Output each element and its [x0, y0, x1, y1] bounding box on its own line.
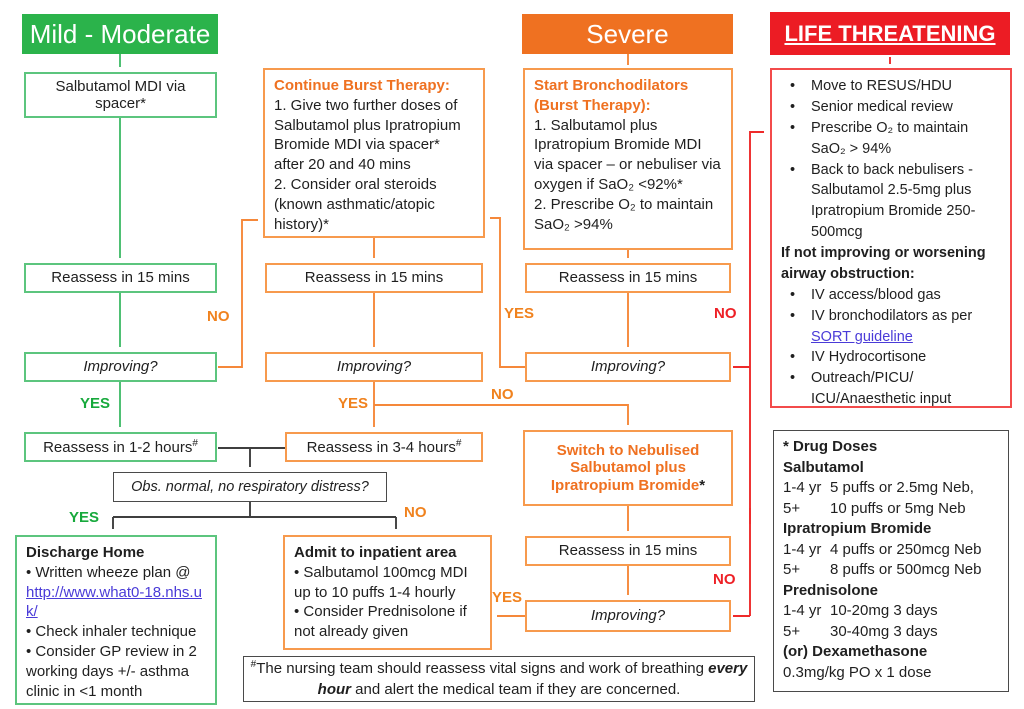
discharge-title: Discharge Home: [26, 544, 145, 561]
burst-item-2: 2. Consider oral steroids (known asthmatic/atopic history)*: [274, 175, 437, 233]
admit-bullet-salbutamol: • Salbutamol 100mcg MDI up to 10 puffs 1-4 hourly: [294, 563, 468, 601]
mild-improving-question: Improving?: [24, 352, 217, 382]
life-bullet-iv-access: • IV access/blood gas: [781, 285, 1001, 306]
branch-label-severe-no: NO: [714, 305, 737, 322]
continue-burst-therapy-box: [263, 68, 485, 238]
life-bullet-resus: • Move to RESUS/HDU: [781, 76, 1001, 97]
drug-doses-title: * Drug Doses: [783, 438, 878, 455]
drug-ipratropium-heading: Ipratropium Bromide: [783, 520, 932, 538]
discharge-bullet-wheeze-plan: • Written wheeze plan @: [26, 563, 191, 581]
discharge-home-box: [15, 535, 217, 705]
life-bullet-senior-review: • Senior medical review: [781, 97, 1001, 118]
mid-improving-question: Improving?: [265, 352, 483, 382]
drug-dexamethasone-line: 0.3mg/kg PO x 1 dose: [783, 664, 932, 682]
branch-label-mild-yes: YES: [80, 395, 111, 412]
start-broncho-item-1: 1. Salbutamol plus Ipratropium Bromide MDI via spacer – or nebuliser via oxygen if SaO₂ <92%*: [534, 116, 721, 193]
life-bullet-oxygen: • Prescribe O₂ to maintain SaO₂ > 94%: [781, 118, 1001, 160]
admit-bullet-prednisolone: • Consider Prednisolone if not already given: [294, 603, 467, 641]
drug-salbutamol-row2: 5+ 10 puffs or 5mg Neb: [783, 499, 966, 517]
life-subheading: If not improving or worsening airway obstruction:: [781, 245, 986, 282]
start-broncho-item-2: 2. Prescribe O₂ to maintain SaO₂ >94%: [534, 195, 714, 233]
nursing-footnote-box: [243, 656, 755, 702]
mild-reassess-1-2h: [24, 432, 217, 462]
drug-salbutamol-row1: 1-4 yr 5 puffs or 2.5mg Neb,: [783, 479, 974, 497]
arrow-severe-yes-to-burst: [490, 218, 525, 367]
branch-label-obs-no: NO: [404, 504, 427, 521]
switch-to-nebulised-box: [523, 430, 733, 506]
mild-step-salbutamol: Salbutamol MDI via spacer*: [24, 72, 217, 118]
start-bronchodilators-box: [523, 68, 733, 250]
admit-inpatient-box: [283, 535, 492, 650]
arrow-mid-no-to-switch: [374, 405, 628, 425]
drug-doses-box: [773, 430, 1009, 692]
life-bullet-iv-broncho: • IV bronchodilators as per SORT guideline: [781, 306, 1001, 348]
life-threatening-header-label: LIFE THREATENING: [784, 20, 996, 46]
mid-reassess-3-4h: [285, 432, 483, 462]
sort-guideline-link[interactable]: SORT guideline: [811, 328, 913, 345]
severe-improving-question: Improving?: [525, 352, 731, 382]
mild-moderate-header: Mild - Moderate: [22, 14, 218, 54]
drug-ipratropium-row1: 1-4 yr 4 puffs or 250mcg Neb: [783, 540, 982, 558]
drug-salbutamol-heading: Salbutamol: [783, 458, 864, 476]
severe-improving-question-second: Improving?: [525, 600, 731, 632]
severe-header: Severe: [522, 14, 733, 54]
burst-title: Continue Burst Therapy:: [274, 77, 450, 94]
severe-reassess-15: Reassess in 15 mins: [525, 263, 731, 293]
branch-label-mid-no: NO: [491, 386, 514, 403]
arrow-mild-no-to-burst: [218, 220, 258, 367]
mild-reassess-1-2h-label: Reassess in 1-2 hours#: [43, 437, 198, 456]
wheeze-plan-link[interactable]: http://www.what0-18.nhs.uk/: [26, 583, 202, 621]
obs-normal-question: Obs. normal, no respiratory distress?: [113, 472, 387, 502]
drug-dexamethasone-heading: (or) Dexamethasone: [783, 643, 928, 661]
branch-label-severe2-yes: YES: [492, 589, 523, 606]
discharge-bullet-gp-review: • Consider GP review in 2 working days +/- asthma clinic in <1 month: [26, 642, 197, 700]
branch-label-mid-yes: YES: [338, 395, 369, 412]
life-bullet-hydrocortisone: • IV Hydrocortisone: [781, 347, 1001, 368]
drug-ipratropium-row2: 5+ 8 puffs or 500mcg Neb: [783, 561, 982, 579]
life-threatening-actions-box: [770, 68, 1012, 408]
drug-prednisolone-row2: 5+ 30-40mg 3 days: [783, 622, 938, 640]
arrow-no-to-life-threatening: [750, 132, 764, 616]
branch-label-obs-yes: YES: [69, 509, 100, 526]
drug-prednisolone-row1: 1-4 yr 10-20mg 3 days: [783, 602, 938, 620]
mild-reassess-15: Reassess in 15 mins: [24, 263, 217, 293]
nursing-footnote-text: #The nursing team should reassess vital signs and work of breathing every hour and alert the medical team if they are concerned.: [250, 659, 748, 698]
life-threatening-header: [770, 12, 1010, 55]
severe-reassess-15-second: Reassess in 15 mins: [525, 536, 731, 566]
branch-label-severe-yes: YES: [504, 305, 535, 322]
branch-label-mild-no: NO: [207, 308, 230, 325]
life-bullet-nebulisers: • Back to back nebulisers - Salbutamol 2.5-5mg plus Ipratropium Bromide 250-500mcg: [781, 160, 1001, 244]
discharge-bullet-inhaler: • Check inhaler technique: [26, 623, 197, 641]
switch-to-nebulised-label: Switch to Nebulised Salbutamol plus Ipratropium Bromide*: [550, 442, 706, 494]
mid-reassess-15: Reassess in 15 mins: [265, 263, 483, 293]
drug-prednisolone-heading: Prednisolone: [783, 581, 879, 599]
admit-title: Admit to inpatient area: [294, 544, 457, 561]
life-bullet-outreach: • Outreach/PICU/ ICU/Anaesthetic input: [781, 368, 1001, 410]
burst-item-1: 1. Give two further doses of Salbutamol plus Ipratropium Bromide MDI via spacer* after 20 and 40 mins: [274, 96, 461, 174]
mid-reassess-3-4h-label: Reassess in 3-4 hours#: [306, 437, 462, 456]
branch-label-severe2-no: NO: [713, 571, 736, 588]
start-broncho-title: Start Bronchodilators (Burst Therapy):: [534, 77, 689, 114]
